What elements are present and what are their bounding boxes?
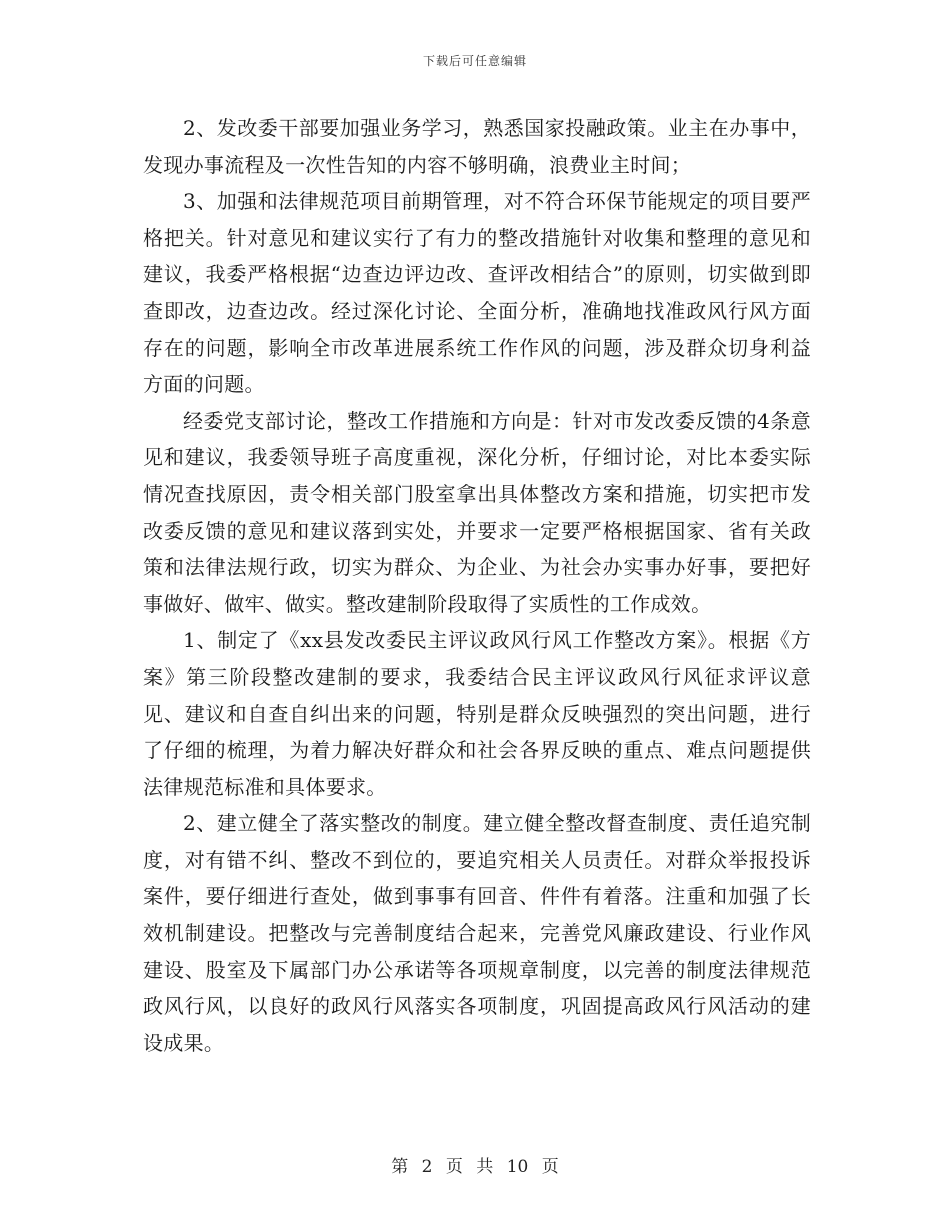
footer-total-word: 共 [476,1157,494,1177]
total-page-count: 10 [506,1157,529,1177]
paragraph: 2、发改委干部要加强业务学习，熟悉国家投融政策。业主在办事中，发现办事流程及一次性告知的内容不够明确，浪费业主时间； [143,116,811,177]
paragraph: 2、建立健全了落实整改的制度。建立健全整改督查制度、责任追究制度，对有错不纠、整改不到位的，要追究相关人员责任。对群众举报投诉案件，要仔细进行查处，做到事事有回音、件件有着落。注重和加强了长效机制建设。把整改与完善制度结合起来，完善党风廉政建设、行业作风建设、股室及下属部门办公承诺等各项规章制度，以完善的制度法律规范政风行风，以良好的政风行风落实各项制度，巩固提高政风行风活动的建设成果。 [143,811,811,1055]
page-header: 下载后可任意编辑 [422,54,527,68]
paragraph: 1、制定了《xx县发改委民主评议政风行风工作整改方案》。根据《方案》第三阶段整改建制的要求，我委结合民主评议政风行风征求评议意见、建议和自查自纠出来的问题，特别是群众反映强烈的突出问题，进行了仔细的梳理，为着力解决好群众和社会各界反映的重点、难点问题提供法律规范标准和具体要求。 [143,628,811,799]
current-page-number: 2 [421,1157,433,1177]
document-body [143,110,811,1061]
footer-suffix: 页 [541,1157,559,1177]
footer-page-word: 页 [445,1157,463,1177]
page-footer [0,1152,950,1177]
footer-prefix: 第 [391,1157,409,1177]
paragraph: 经委党支部讨论，整改工作措施和方向是：针对市发改委反馈的4条意见和建议，我委领导班子高度重视，深化分析，仔细讨论，对比本委实际情况查找原因，责令相关部门股室拿出具体整改方案和措施，切实把市发改委反馈的意见和建议落到实处，并要求一定要严格根据国家、省有关政策和法律法规行政，切实为群众、为企业、为社会办实事办好事，要把好事做好、做牢、做实。整改建制阶段取得了实质性的工作成效。 [143,408,811,616]
paragraph: 3、加强和法律规范项目前期管理，对不符合环保节能规定的项目要严格把关。针对意见和建议实行了有力的整改措施针对收集和整理的意见和建议，我委严格根据“边查边评边改、查评改相结合”的原则，切实做到即查即改，边查边改。经过深化讨论、全面分析，准确地找准政风行风方面存在的问题，影响全市改革进展系统工作作风的问题，涉及群众切身利益方面的问题。 [143,189,811,397]
